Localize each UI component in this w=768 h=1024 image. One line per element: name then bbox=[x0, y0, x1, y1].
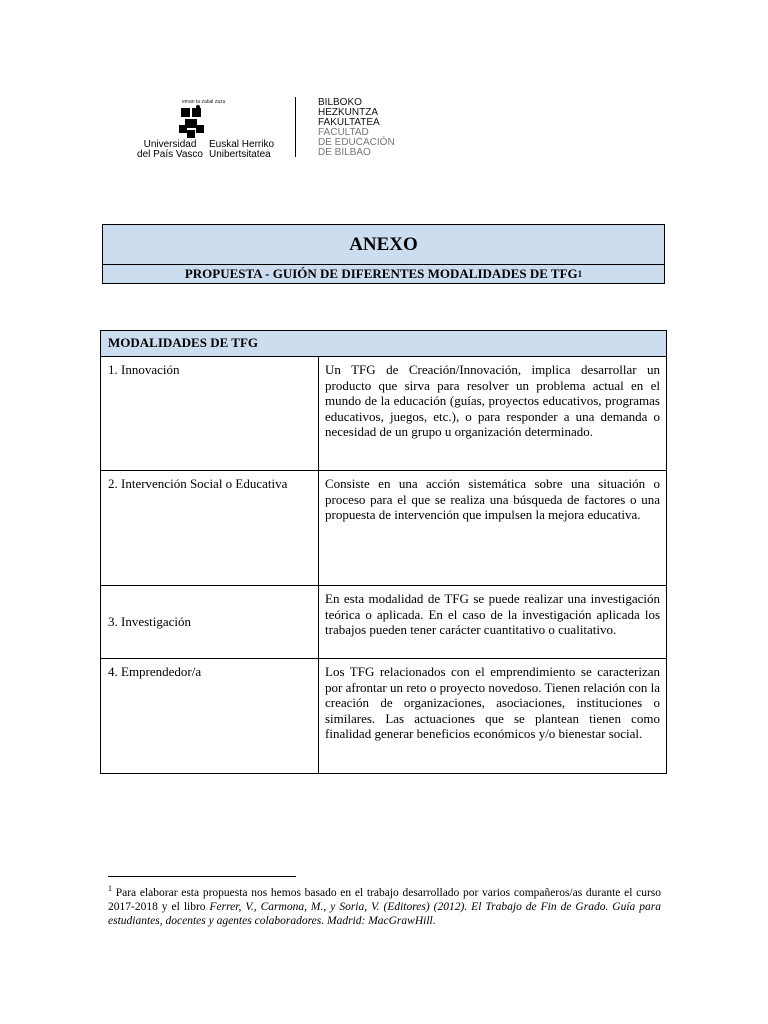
footnote-text: Para elaborar esta propuesta nos hemos basado en el trabajo desarrollado por varios compañeros/as durante el curso 2017-2018 y el libro bbox=[108, 886, 662, 913]
university-tagline: eman ta zabal zazu bbox=[182, 99, 226, 105]
anexo-title: ANEXO bbox=[103, 225, 664, 265]
logo-divider bbox=[295, 97, 296, 157]
header-logos bbox=[128, 97, 400, 159]
modality-description: En esta modalidad de TFG se puede realizar una investigación teórica o aplicada. En el caso de la investigación aplicada los trabajos pueden tener carácter cuantitativo o cualitativo. bbox=[319, 586, 667, 659]
anexo-subtitle: PROPUESTA - GUIÓN DE DIFERENTES MODALIDADES DE TFG 1 bbox=[184, 266, 583, 281]
faculty-name-eu: BILBOKO HEZKUNTZA FAKULTATEA bbox=[318, 97, 380, 128]
table-row bbox=[101, 357, 667, 471]
modality-name: 2. Intervención Social o Educativa bbox=[101, 471, 319, 586]
table-header: MODALIDADES DE TFG bbox=[101, 331, 667, 357]
footnote-number: 1 bbox=[108, 884, 112, 893]
footnote-end: . bbox=[432, 914, 436, 927]
modalities-table bbox=[100, 330, 667, 774]
modality-description: Los TFG relacionados con el emprendimiento se caracterizan por afrontar un reto o proyecto novedoso. Tienen relación con la creación de organizaciones, asociaciones, instituciones o similares. Las actuaciones que se plantean tienen como finalidad generar beneficios económicos y/o bienestar social. bbox=[319, 659, 667, 774]
table-header-row bbox=[101, 331, 667, 357]
modality-name: 4. Emprendedor/a bbox=[101, 659, 319, 774]
anexo-subtitle-text: PROPUESTA - GUIÓN DE DIFERENTES MODALIDADES DE TFG bbox=[184, 266, 578, 281]
table-row bbox=[101, 659, 667, 774]
modality-name: 3. Investigación bbox=[101, 586, 319, 659]
anexo-box bbox=[102, 224, 665, 284]
modality-name: 1. Innovación bbox=[101, 357, 319, 471]
table-row bbox=[101, 586, 667, 659]
university-name-eu: Euskal Herriko Unibertsitatea bbox=[209, 139, 275, 160]
footnote-rule bbox=[108, 876, 296, 877]
university-emblem-icon bbox=[176, 100, 216, 140]
table-row bbox=[101, 471, 667, 586]
university-name-es: Universidad del País Vasco bbox=[137, 139, 203, 160]
modality-description: Consiste en una acción sistemática sobre una situación o proceso para el que se realiza una búsqueda de factores o una propuesta de intervención que impulsen la mejora educativa. bbox=[319, 471, 667, 586]
footnote bbox=[108, 882, 661, 928]
modality-description: Un TFG de Creación/Innovación, implica desarrollar un producto que sirva para resolver un problema actual en el mundo de la educación (guías, proyectos educativos, programas educativos, juegos, etc.), o para responder a una demanda o necesidad de un grupo u organización determinado. bbox=[319, 357, 667, 471]
footnote-citation: Ferrer, V., Carmona, M., y Soria, V. (Editores) (2012). El Trabajo de Fin de Grado. Guía para estudiantes, docentes y agentes colaboradores. Madrid: MacGrawHill bbox=[108, 900, 661, 927]
faculty-name-es: FACULTAD DE EDUCACIÓN DE BILBAO bbox=[318, 127, 395, 158]
